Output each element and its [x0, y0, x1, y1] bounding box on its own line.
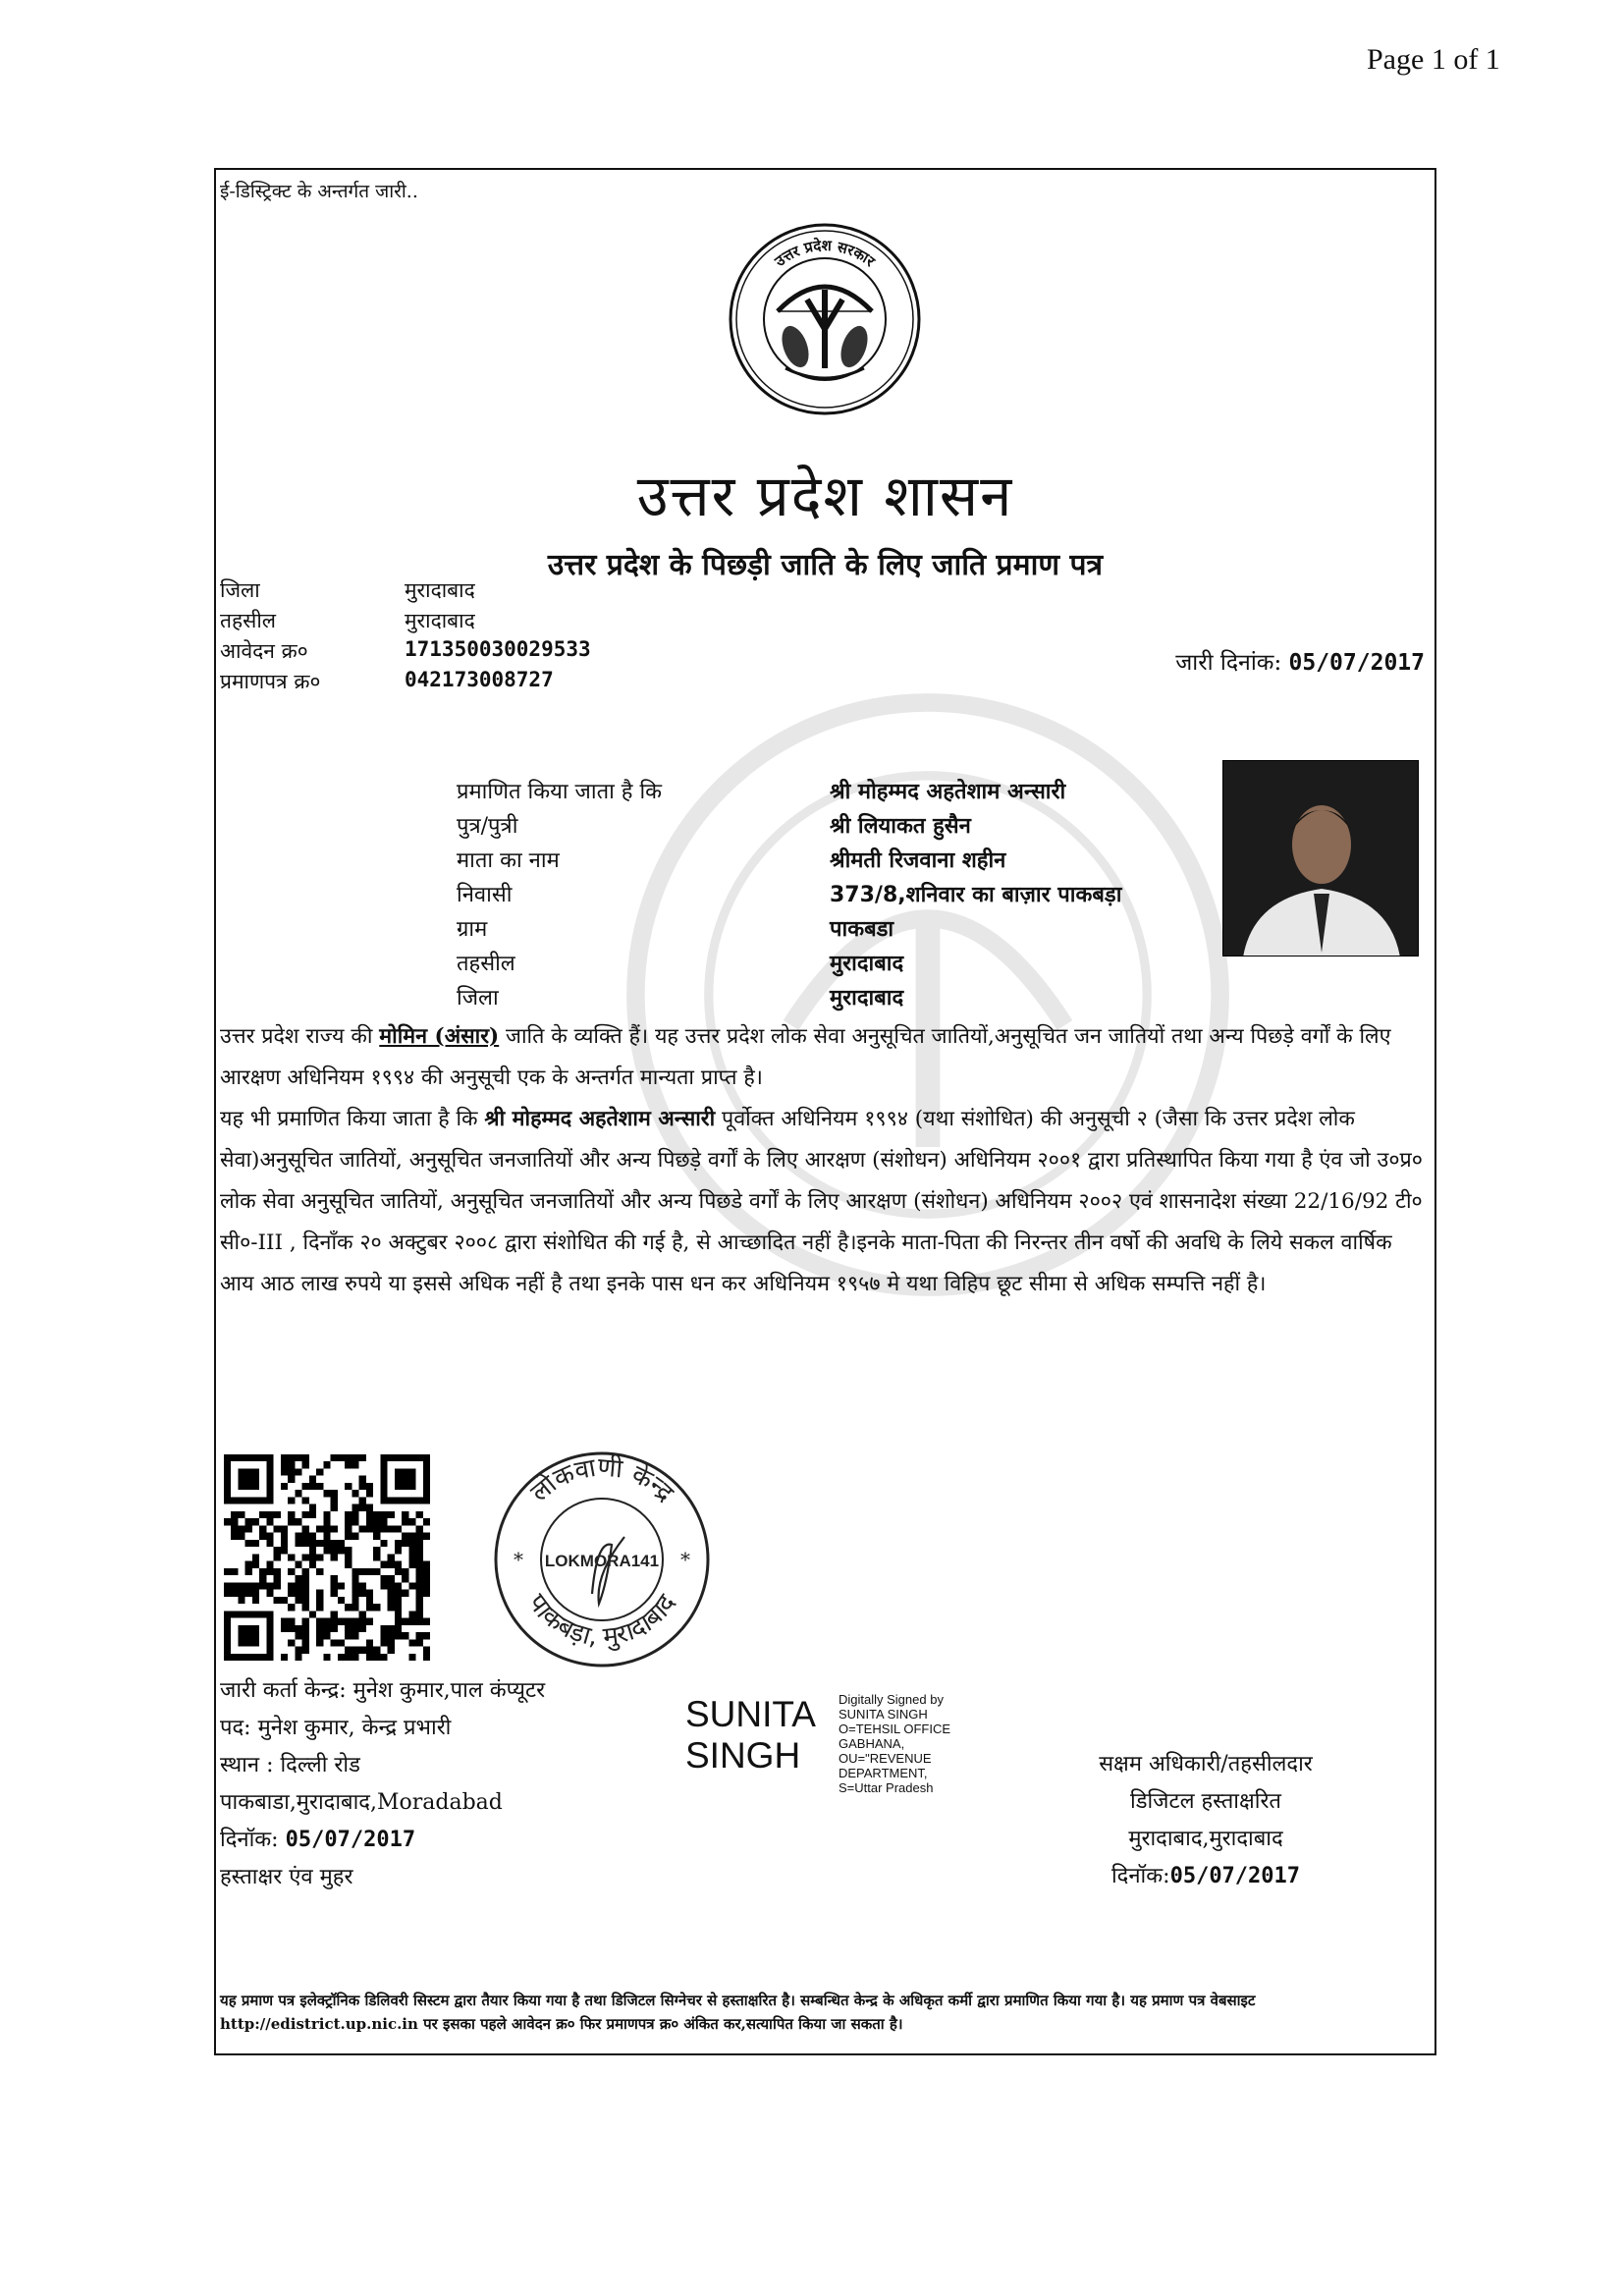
certify-label-6: जिला: [457, 986, 499, 1011]
certify-label-1: पुत्र/पुत्री: [457, 814, 518, 839]
page-number: Page 1 of 1: [1367, 43, 1500, 76]
district-value: मुरादाबाद: [405, 578, 475, 602]
svg-text:*: *: [680, 1548, 690, 1571]
certify-label-5: तहसील: [457, 952, 515, 976]
issuer-date: दिनॉक: 05/07/2017: [220, 1828, 416, 1852]
district: मुरादाबाद: [830, 986, 904, 1011]
issuer-post: पद: मुनेश कुमार, केन्द्र प्रभारी: [220, 1716, 452, 1740]
certificate-title: उत्तर प्रदेश शासन: [636, 463, 1014, 529]
qr-code: [224, 1454, 430, 1661]
sign-and-seal-label: हस्ताक्षर एंव मुहर: [220, 1865, 353, 1889]
resident-address: 373/8,शनिवार का बाज़ार पाकबड़ा: [830, 883, 1122, 907]
issue-date: [1175, 645, 1425, 677]
certify-label-0: प्रमाणित किया जाता है कि: [457, 780, 663, 804]
digital-signature-details: Digitally Signed by SUNITA SINGH O=TEHSIL OFFICE GABHANA, OU="REVENUE DEPARTMENT, S=Uttar Pradesh: [839, 1692, 951, 1795]
caste-name: मोमिन (अंसार): [379, 1024, 500, 1049]
up-government-emblem: [727, 221, 923, 417]
tehsil: मुरादाबाद: [830, 952, 904, 976]
issuer-address: पाकबाडा,मुरादाबाद,Moradabad: [220, 1790, 503, 1815]
stamp-top-text: लोकवाणी केन्द्र: [525, 1452, 679, 1508]
tehsil-value: मुरादाबाद: [405, 609, 475, 632]
issue-date-value: 05/07/2017: [1288, 650, 1425, 676]
certificate-frame: [214, 168, 1436, 2055]
applicant-photo: [1222, 760, 1419, 957]
certify-label-2: माता का नाम: [457, 848, 560, 873]
digital-signer-name: SUNITA SINGH: [685, 1694, 816, 1776]
paragraph-applicant-name: श्री मोहम्मद अहतेशाम अन्सारी: [484, 1107, 716, 1131]
issuer-place: स्थान : दिल्ली रोड: [220, 1753, 360, 1777]
authority-digital-signed: डिजिटल हस्ताक्षरित: [1130, 1789, 1281, 1814]
authority-block: [1058, 1746, 1353, 1895]
district-label: जिला: [220, 578, 260, 602]
issuer-block: [220, 1672, 545, 1896]
emblem-text: उत्तर प्रदेश सरकार: [771, 236, 879, 271]
svg-text:उत्तर प्रदेश सरकार: [771, 237, 879, 271]
svg-text:*: *: [514, 1548, 523, 1571]
father-name: श्री लियाकत हुसैन: [830, 814, 971, 839]
certify-label-3: निवासी: [457, 883, 513, 907]
header-note: ई-डिस्ट्रिक्ट के अन्तर्गत जारी..: [220, 181, 418, 202]
mother-name: श्रीमती रिजवाना शहीन: [830, 848, 1006, 873]
application-no-label: आवेदन क्र०: [220, 639, 308, 663]
applicant-name: श्री मोहम्मद अहतेशाम अन्सारी: [830, 780, 1066, 804]
issuing-center: जारी कर्ता केन्द्र: मुनेश कुमार,पाल कंप्यूटर: [220, 1678, 546, 1703]
authority-date: दिनॉक:05/07/2017: [1110, 1864, 1301, 1888]
verification-footer: यह प्रमाण पत्र इलेक्ट्रॉनिक डिलिवरी सिस्टम द्वारा तैयार किया गया है तथा डिजिटल सिग्नेचर से हस्ताक्षरित है। सम्बन्धित केन्द्र के अधिकृत कर्मी द्वारा प्रमाणित किया गया है। यह प्रमाण पत्र वेबसाइट http://edistrict.up.nic.in पर इसका पहले आवेदन क्र० फिर प्रमाणपत्र क्र० अंकित कर,सत्यापित किया जा सकता है।: [220, 1992, 1256, 2033]
handwritten-signature: [592, 1537, 624, 1604]
svg-text:लोकवाणी केन्द्र: [524, 1451, 679, 1508]
stamp-bottom-text: पाकबड़ा, मुरादाबाद: [521, 1588, 682, 1653]
certify-label-4: ग्राम: [457, 917, 488, 942]
caste-paragraph: उत्तर प्रदेश राज्य की मोमिन (अंसार) जाति के व्यक्ति हैं। यह उत्तर प्रदेश लोक सेवा अनुसूचित जातियों,अनुसूचित जन जातियों तथा अन्य पिछड़े वर्गों के लिए आरक्षण अधिनियम १९९४ की अनुसूची एक के अन्तर्गत मान्यता प्राप्त है।: [220, 1024, 1391, 1090]
application-no-value: 171350030029533: [405, 637, 591, 661]
issue-date-label: जारी दिनांक:: [1175, 650, 1282, 676]
kiosk-stamp: [489, 1447, 715, 1672]
certificate-no-value: 042173008727: [405, 668, 554, 691]
village: पाकबडा: [830, 917, 894, 942]
certificate-no-label: प्रमाणपत्र क्र०: [220, 670, 321, 693]
authority-title: सक्षम अधिकारी/तहसीलदार: [1099, 1752, 1313, 1777]
stamp-center-text: LOKMORA141: [544, 1552, 660, 1570]
certify-paragraph: यह भी प्रमाणित किया जाता है कि श्री मोहम्मद अहतेशाम अन्सारी पूर्वोक्त अधिनियम १९९४ (यथा संशोधित) की अनुसूची २ (जैसा कि उत्तर प्रदेश लोक सेवा)अनुसूचित जातियों, अनुसूचित जनजातियों और अन्य पिछड़े वर्गों के लिए आरक्षण (संशोधन) अधिनियम २००१ द्वारा प्रतिस्थापित किया गया है एंव जो उ०प्र० लोक सेवा अनुसूचित जातियों, अनुसूचित जनजातियों और अन्य पिछडे वर्गों के लिए आरक्षण (संशोधन) अधिनियम २००२ एवं शासनादेश संख्या 22/16/92 टी० सी०-III , दिनाँक २० अक्टुबर २००८ द्वारा संशोधित की गई है, से आच्छादित नहीं है।इनके माता-पिता की निरन्तर तीन वर्षो की अवधि के लिये सकल वार्षिक आय आठ लाख रुपये या इससे अधिक नहीं है तथा इनके पास धन कर अधिनियम १९५७ मे यथा विहिप छूट सीमा से अधिक सम्पत्ति नहीं है।: [220, 1107, 1423, 1296]
certificate-subtitle: उत्तर प्रदेश के पिछड़ी जाति के लिए जाति प्रमाण पत्र: [547, 548, 1104, 582]
tehsil-label: तहसील: [220, 609, 276, 632]
authority-location: मुरादाबाद,मुरादाबाद: [1128, 1827, 1283, 1851]
